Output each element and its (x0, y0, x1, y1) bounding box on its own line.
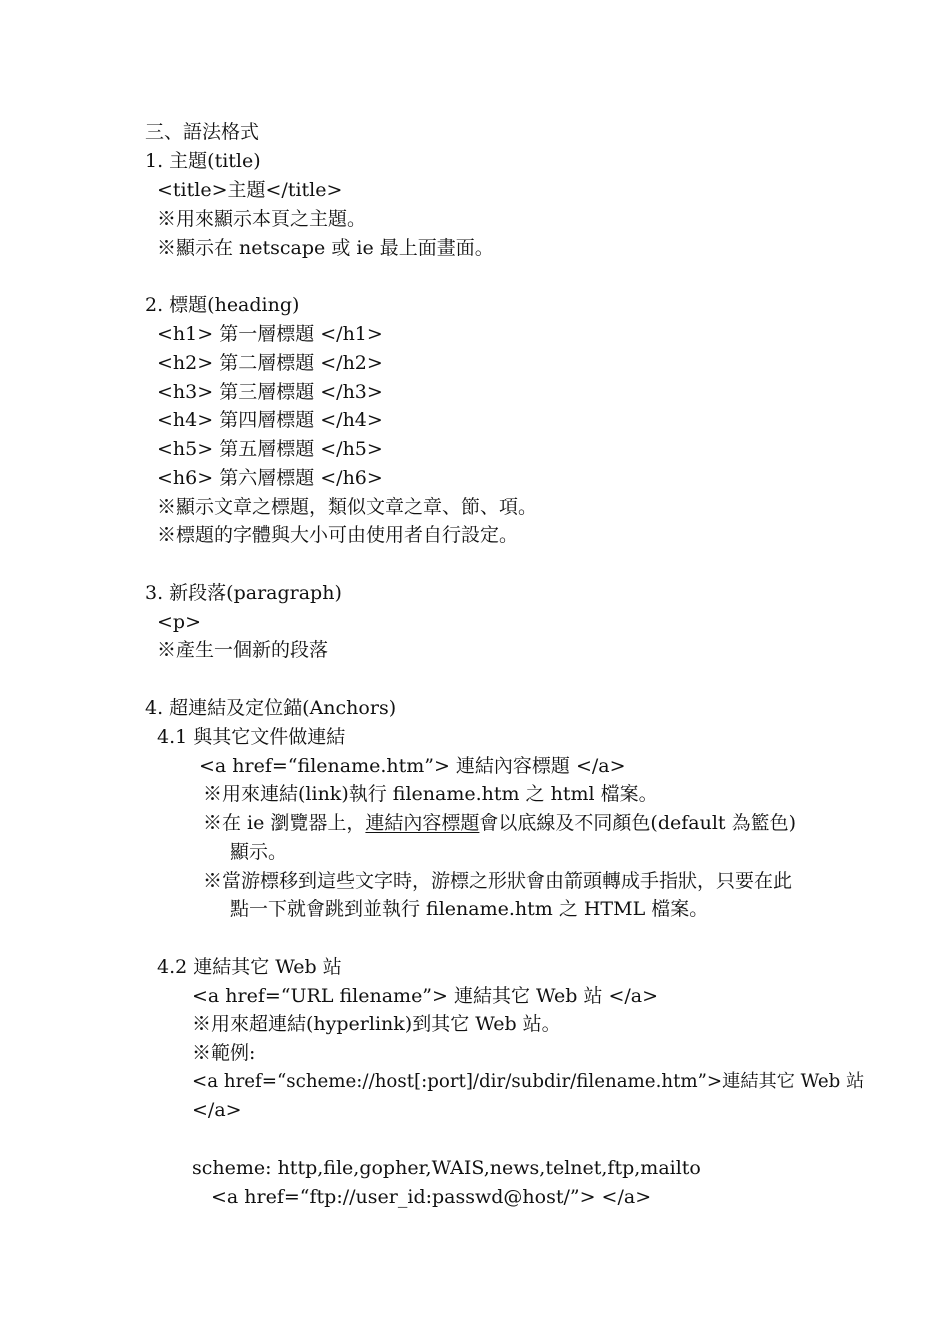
item-4-2-title: 4.2 連結其它 Web 站 (157, 956, 342, 978)
section-heading: 三、語法格式 (145, 121, 260, 143)
ftp-example: <a href=“ftp://user_id:passwd@host/”> </a> (211, 1186, 652, 1208)
h3-syntax: <h3> 第三層標題 </h3> (157, 381, 383, 403)
title-syntax: <title>主題</title> (157, 179, 343, 201)
title-note-2: ※顯示在 netscape 或 ie 最上面畫面。 (157, 237, 494, 259)
heading-note-2: ※標題的字體與大小可由使用者自行設定。 (157, 524, 519, 546)
item-3-title: 3. 新段落(paragraph) (145, 582, 342, 604)
scheme-list: scheme: http,file,gopher,WAIS,news,telnet,ftp,mailto (192, 1157, 701, 1179)
anchor-note-2-cont: 顯示。 (230, 841, 288, 863)
web-anchor-note: ※用來超連結(hyperlink)到其它 Web 站。 (192, 1013, 561, 1035)
example-syntax: <a href=“scheme://host[:port]/dir/subdir/filename.htm”>連結其它 Web 站 (192, 1071, 865, 1092)
anchor-syntax: <a href=“filename.htm”> 連結內容標題 </a> (199, 755, 626, 777)
anchor-note-2-prefix: ※在 ie 瀏覽器上， (203, 812, 366, 834)
h2-syntax: <h2> 第二層標題 </h2> (157, 352, 383, 374)
item-4-1-title: 4.1 與其它文件做連結 (157, 726, 346, 748)
p-note: ※產生一個新的段落 (157, 639, 329, 661)
example-syntax-cont: </a> (192, 1099, 242, 1121)
anchor-note-1: ※用來連結(link)執行 filename.htm 之 html 檔案。 (203, 783, 658, 805)
example-label: ※範例: (192, 1042, 256, 1064)
anchor-note-3-cont: 點一下就會跳到並執行 filename.htm 之 HTML 檔案。 (230, 898, 709, 920)
anchor-note-2-underlined: 連結內容標題 (365, 812, 480, 834)
p-syntax: <p> (157, 611, 202, 633)
item-4-title: 4. 超連結及定位錨(Anchors) (145, 697, 397, 719)
item-2-title: 2. 標題(heading) (145, 294, 300, 316)
h4-syntax: <h4> 第四層標題 </h4> (157, 409, 383, 431)
anchor-note-2-suffix: 會以底線及不同顏色(default 為籃色) (479, 812, 797, 834)
web-anchor-syntax: <a href=“URL filename”> 連結其它 Web 站 </a> (192, 985, 659, 1007)
item-1-title: 1. 主題(title) (145, 150, 261, 172)
title-note-1: ※用來顯示本頁之主題。 (157, 208, 367, 230)
h6-syntax: <h6> 第六層標題 </h6> (157, 467, 383, 489)
anchor-note-3: ※當游標移到這些文字時，游標之形狀會由箭頭轉成手指狀，只要在此 (203, 870, 793, 892)
heading-note-1: ※顯示文章之標題，類似文章之章、節、項。 (157, 496, 538, 518)
h5-syntax: <h5> 第五層標題 </h5> (157, 438, 383, 460)
anchor-note-2 (203, 812, 796, 834)
h1-syntax: <h1> 第一層標題 </h1> (157, 323, 383, 345)
